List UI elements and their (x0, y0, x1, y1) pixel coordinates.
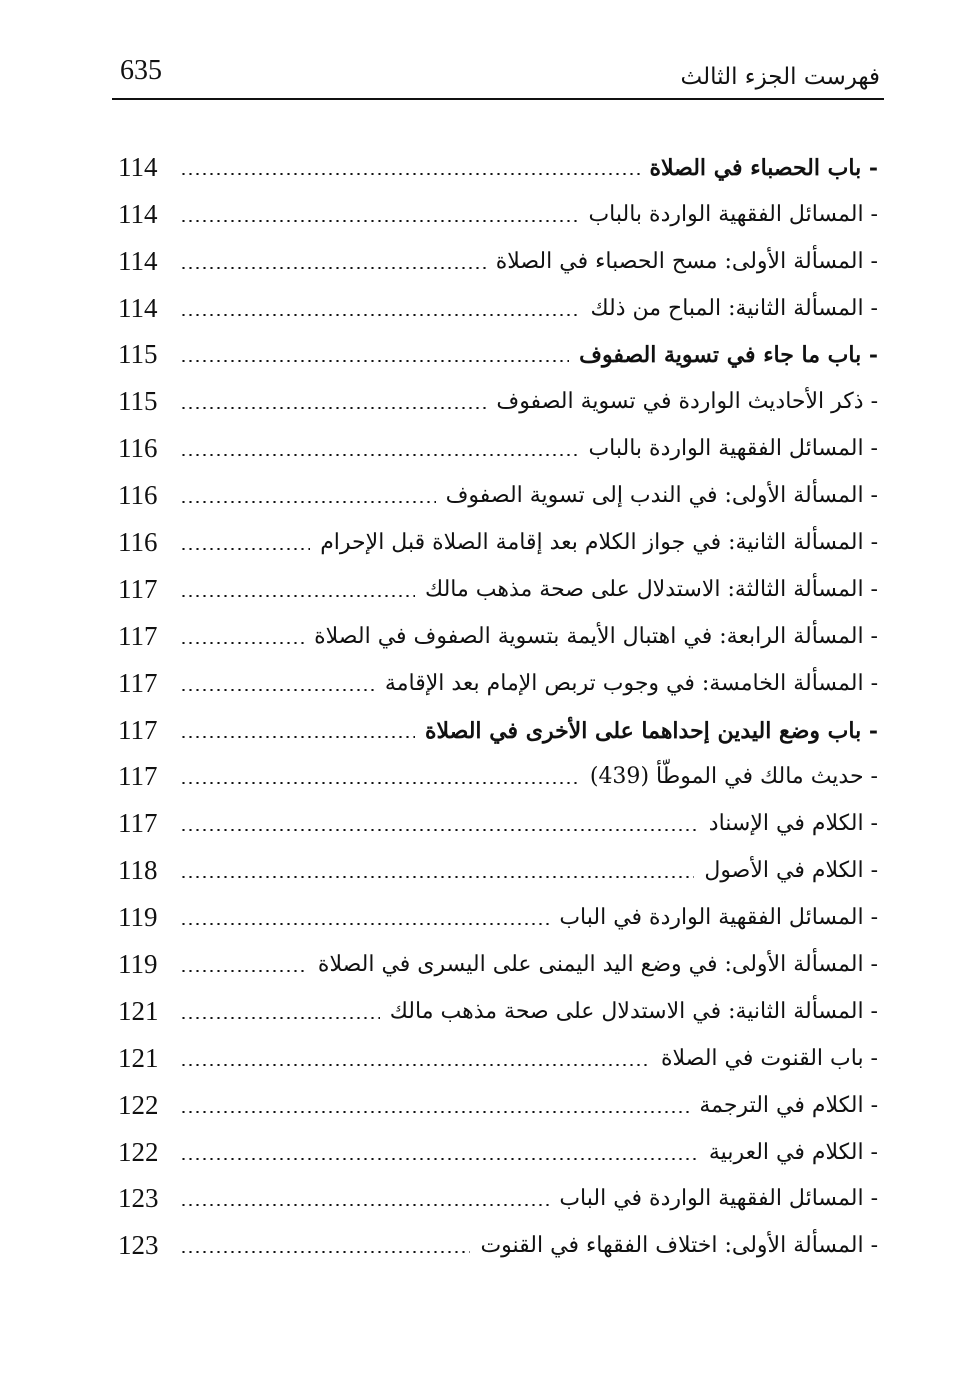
entry-page-number: 118 (118, 855, 158, 886)
running-title: فهرست الجزء الثالث (680, 64, 880, 90)
entry-title: - المسألة الثانية: المباح من ذلك (590, 295, 878, 321)
chapter-title: - باب وضع اليدين إحداهما على الأخرى في الصلاة (425, 717, 878, 744)
entry-title: - المسألة الخامسة: في وجوب تربص الإمام بعد الإقامة (384, 670, 878, 696)
entry-page-number: 115 (118, 339, 158, 370)
dot-leader (180, 923, 549, 925)
entry-page-number: 116 (118, 480, 158, 511)
entry-title: - الكلام في العربية (708, 1139, 878, 1165)
entry-page-number: 121 (118, 995, 159, 1026)
toc-entry (118, 845, 878, 892)
entry-page-number: 119 (118, 902, 158, 933)
toc-entry (118, 283, 878, 330)
dot-leader (180, 689, 375, 691)
entry-page-number: 116 (118, 527, 158, 558)
dot-leader (180, 736, 415, 738)
entry-page-number: 114 (118, 245, 158, 276)
toc-entry (118, 330, 878, 377)
page-header (112, 52, 884, 100)
dot-leader (180, 970, 308, 972)
entry-title: - باب القنوت في الصلاة (660, 1045, 878, 1071)
dot-leader (180, 829, 699, 831)
entry-title: - المسألة الأولى: مسح الحصباء في الصلاة (495, 248, 878, 274)
toc-entry (118, 423, 878, 470)
entry-page-number: 115 (118, 386, 158, 417)
entry-page-number: 117 (118, 714, 158, 745)
dot-leader (180, 642, 304, 644)
dot-leader (180, 314, 580, 316)
table-of-contents (118, 142, 878, 1267)
toc-entry (118, 752, 878, 799)
toc-entry (118, 517, 878, 564)
entry-page-number: 117 (118, 620, 158, 651)
dot-leader (180, 782, 580, 784)
entry-page-number: 114 (118, 198, 158, 229)
entry-title: - المسألة الثالثة: الاستدلال على صحة مذهب مالك (425, 576, 878, 602)
entry-title: - المسائل الفقهية الواردة بالباب (588, 201, 878, 227)
toc-entry (118, 892, 878, 939)
entry-title: - المسألة الأولى: في الندب إلى تسوية الصفوف (445, 483, 878, 509)
dot-leader (180, 407, 486, 409)
toc-entry (118, 798, 878, 845)
page-number: 635 (120, 55, 162, 86)
dot-leader (180, 1251, 470, 1253)
toc-entry (118, 1174, 878, 1221)
entry-title: - الكلام في الأصول (704, 858, 878, 884)
entry-title: - المسألة الأولى: في وضع اليد اليمنى على اليسرى في الصلاة (317, 952, 878, 978)
toc-entry (118, 1220, 878, 1267)
entry-title: - المسألة الثانية: في الاستدلال على صحة مذهب مالك (389, 998, 878, 1024)
toc-entry (118, 189, 878, 236)
toc-entry (118, 611, 878, 658)
toc-entry (118, 376, 878, 423)
toc-entry (118, 236, 878, 283)
dot-leader (180, 1158, 699, 1160)
toc-entry (118, 142, 878, 189)
dot-leader (180, 220, 578, 222)
entry-page-number: 114 (118, 292, 158, 323)
toc-entry (118, 564, 878, 611)
dot-leader (180, 548, 310, 550)
entry-page-number: 121 (118, 1042, 159, 1073)
dot-leader (180, 876, 694, 878)
entry-page-number: 117 (118, 667, 158, 698)
dot-leader (180, 360, 569, 362)
dot-leader (180, 1064, 651, 1066)
entry-title: - المسائل الفقهية الواردة في الباب (559, 905, 878, 931)
entry-page-number: 114 (118, 151, 158, 182)
toc-entry (118, 939, 878, 986)
entry-page-number: 116 (118, 433, 158, 464)
entry-page-number: 117 (118, 808, 158, 839)
chapter-title: - باب الحصباء في الصلاة (649, 154, 878, 181)
dot-leader (180, 173, 640, 175)
chapter-title: - باب ما جاء في تسوية الصفوف (579, 342, 878, 369)
entry-page-number: 119 (118, 949, 158, 980)
entry-title: - المسألة الرابعة: في اهتبال الأيمة بتسوية الصفوف في الصلاة (314, 623, 878, 649)
entry-title: - المسائل الفقهية الواردة في الباب (559, 1186, 878, 1212)
toc-entry (118, 470, 878, 517)
entry-page-number: 123 (118, 1230, 159, 1261)
dot-leader (180, 595, 415, 597)
entry-title: - ذكر الأحاديث الواردة في تسوية الصفوف (496, 389, 878, 415)
entry-page-number: 122 (118, 1089, 159, 1120)
dot-leader (180, 1111, 689, 1113)
toc-entry (118, 705, 878, 752)
entry-title: - المسائل الفقهية الواردة بالباب (588, 436, 878, 462)
entry-page-number: 122 (118, 1136, 159, 1167)
entry-title: - الكلام في الترجمة (699, 1092, 878, 1118)
dot-leader (180, 454, 578, 456)
entry-title: - المسألة الثانية: في جواز الكلام بعد إقامة الصلاة قبل الإحرام (320, 530, 878, 556)
entry-page-number: 123 (118, 1183, 159, 1214)
toc-entry (118, 1033, 878, 1080)
dot-leader (180, 501, 436, 503)
dot-leader (180, 267, 486, 269)
toc-entry (118, 658, 878, 705)
toc-entry (118, 986, 878, 1033)
toc-entry (118, 1080, 878, 1127)
entry-title: - حديث مالك في الموطّأ (439) (589, 764, 878, 790)
entry-page-number: 117 (118, 761, 158, 792)
dot-leader (180, 1204, 549, 1206)
entry-title: - الكلام في الإسناد (708, 811, 878, 837)
entry-title: - المسألة الأولى: اختلاف الفقهاء في القنوت (480, 1233, 878, 1259)
dot-leader (180, 1017, 380, 1019)
entry-page-number: 117 (118, 573, 158, 604)
toc-entry (118, 1127, 878, 1174)
